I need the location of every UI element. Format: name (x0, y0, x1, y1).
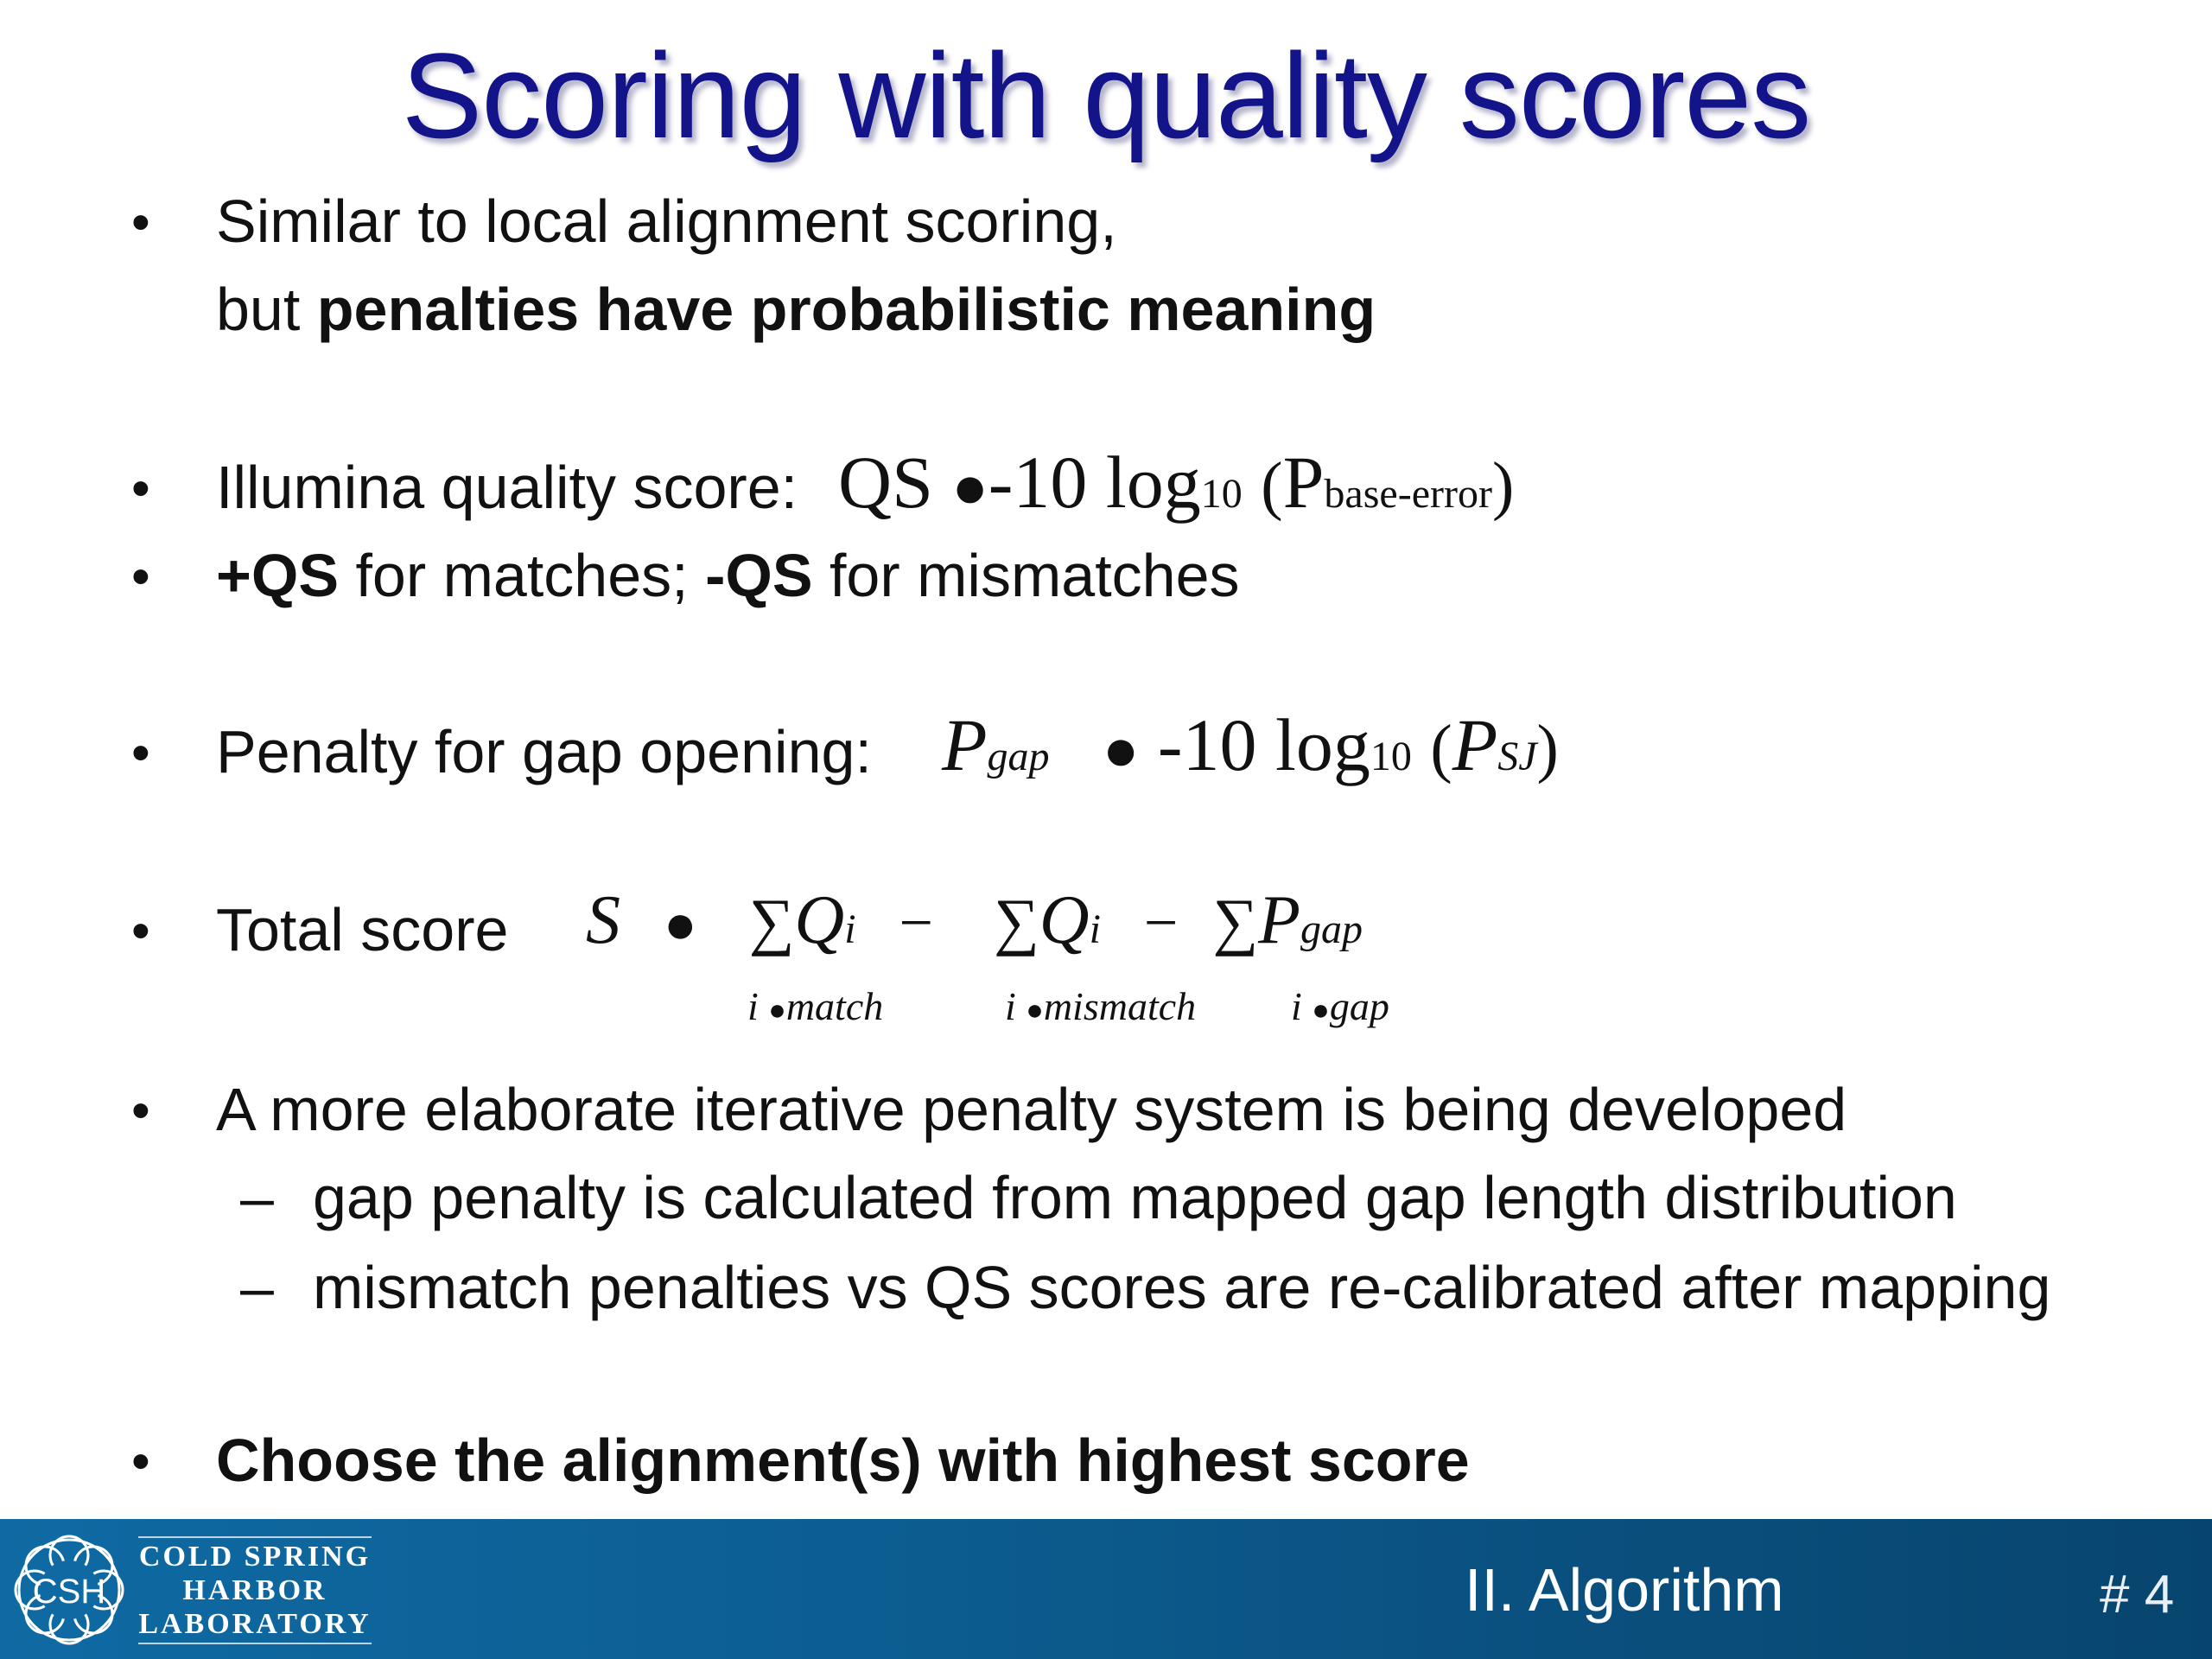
index-variable: i (747, 984, 759, 1028)
bullet-2-label: Illumina quality score: (216, 454, 798, 521)
total-score-formula (586, 881, 1363, 960)
match-quality-index: i (844, 906, 856, 952)
bullet-marker: • (131, 901, 150, 961)
bullet-7: Choose the alignment(s) with highest score (216, 1427, 1470, 1494)
bullet-5-label: Total score (216, 896, 509, 963)
bullet-marker: • (131, 1432, 150, 1491)
open-paren-glyph: ( (1261, 449, 1283, 522)
mismatch-quality-index: i (1089, 906, 1101, 952)
plus-qs: +QS (216, 542, 340, 609)
qs-coefficient: -10 (988, 441, 1088, 524)
cshl-wordmark (138, 1536, 372, 1644)
bullet-3 (216, 541, 1240, 610)
csh-logo-mark: CSH (32, 1573, 106, 1611)
sum-glyph: ∑ (994, 887, 1039, 957)
sum-index-mismatch (1005, 983, 1196, 1029)
bullet-1-line-2 (216, 275, 1376, 344)
close-paren-glyph: ) (1536, 712, 1559, 785)
in-glyph: ● (1312, 995, 1330, 1027)
sum-index-match (747, 983, 883, 1029)
bullet-marker: • (131, 723, 150, 783)
open-paren-glyph: ( (1430, 712, 1452, 785)
minus-glyph: − (899, 890, 934, 957)
logo-line-1: COLD SPRING (138, 1541, 372, 1573)
in-glyph: ● (1026, 995, 1044, 1027)
qs-probability: P (1282, 441, 1325, 524)
sum-glyph: ∑ (748, 887, 795, 957)
gap-penalty-symbol: P (942, 703, 988, 786)
equals-glyph: ● (664, 893, 697, 955)
in-glyph: ● (768, 995, 786, 1027)
index-variable: i (1005, 984, 1016, 1028)
gap-log-base: 10 (1370, 734, 1412, 779)
sj-probability: P (1452, 703, 1498, 786)
bullet-4-label: Penalty for gap opening: (216, 718, 872, 785)
bullet-6: A more elaborate iterative penalty system is being developed (216, 1076, 1847, 1143)
match-quality: Q (794, 882, 845, 958)
section-label: II. Algorithm (1465, 1556, 1784, 1624)
sj-probability-subscript: SJ (1497, 734, 1537, 779)
bullet-marker: • (131, 1081, 150, 1141)
bullet-marker: • (131, 193, 150, 252)
logo-line-3: LABORATORY (138, 1608, 372, 1640)
bullet-3-mid: for matches; (339, 542, 706, 609)
minus-glyph: − (1143, 890, 1179, 957)
page-number: # 4 (2100, 1565, 2175, 1624)
csh-logo-seal (5, 1526, 133, 1654)
logo-line-2: HARBOR (182, 1574, 327, 1606)
qs-log: log (1105, 441, 1201, 524)
qs-symbol: QS (838, 441, 933, 524)
slide-title: Scoring with quality scores (401, 28, 1811, 163)
sum-index-gap (1291, 983, 1389, 1029)
gap-penalty-subscript: gap (987, 734, 1050, 779)
gap-penalty-term: P (1258, 882, 1301, 958)
index-set-match: match (785, 984, 884, 1028)
footer-bar (0, 1519, 2212, 1659)
gap-penalty-formula (942, 702, 1559, 788)
minus-qs: -QS (705, 542, 813, 609)
bullet-3-end: for mismatches (812, 542, 1240, 609)
gap-coefficient: -10 (1157, 703, 1257, 786)
mismatch-quality: Q (1039, 882, 1090, 958)
bullet-6-sub-1: gap penalty is calculated from mapped gap length distribution (313, 1164, 1957, 1231)
bullet-1-prefix: but (216, 276, 317, 343)
bullet-1-emphasis: penalties have probabilistic meaning (316, 276, 1376, 343)
gap-log: log (1274, 703, 1370, 786)
qs-log-base: 10 (1200, 471, 1243, 517)
bullet-marker: • (131, 547, 150, 607)
equals-glyph: ● (1103, 717, 1140, 784)
sub-bullet-marker: – (240, 1254, 274, 1321)
index-set-gap: gap (1329, 984, 1389, 1028)
gap-penalty-term-subscript: gap (1300, 906, 1363, 952)
bullet-6-sub-2: mismatch penalties vs QS scores are re-calibrated after mapping (313, 1254, 2051, 1321)
index-variable: i (1291, 984, 1302, 1028)
sum-glyph: ∑ (1212, 887, 1259, 957)
quality-score-formula (838, 439, 1514, 525)
equals-glyph: ● (951, 454, 988, 521)
sub-bullet-marker: – (240, 1164, 274, 1231)
bullet-marker: • (131, 459, 150, 518)
index-set-mismatch: mismatch (1043, 984, 1197, 1028)
total-score-symbol: S (586, 882, 620, 958)
qs-probability-subscript: base-error (1324, 471, 1492, 517)
bullet-1-line-1: Similar to local alignment scoring, (216, 188, 1117, 255)
close-paren-glyph: ) (1491, 449, 1515, 522)
